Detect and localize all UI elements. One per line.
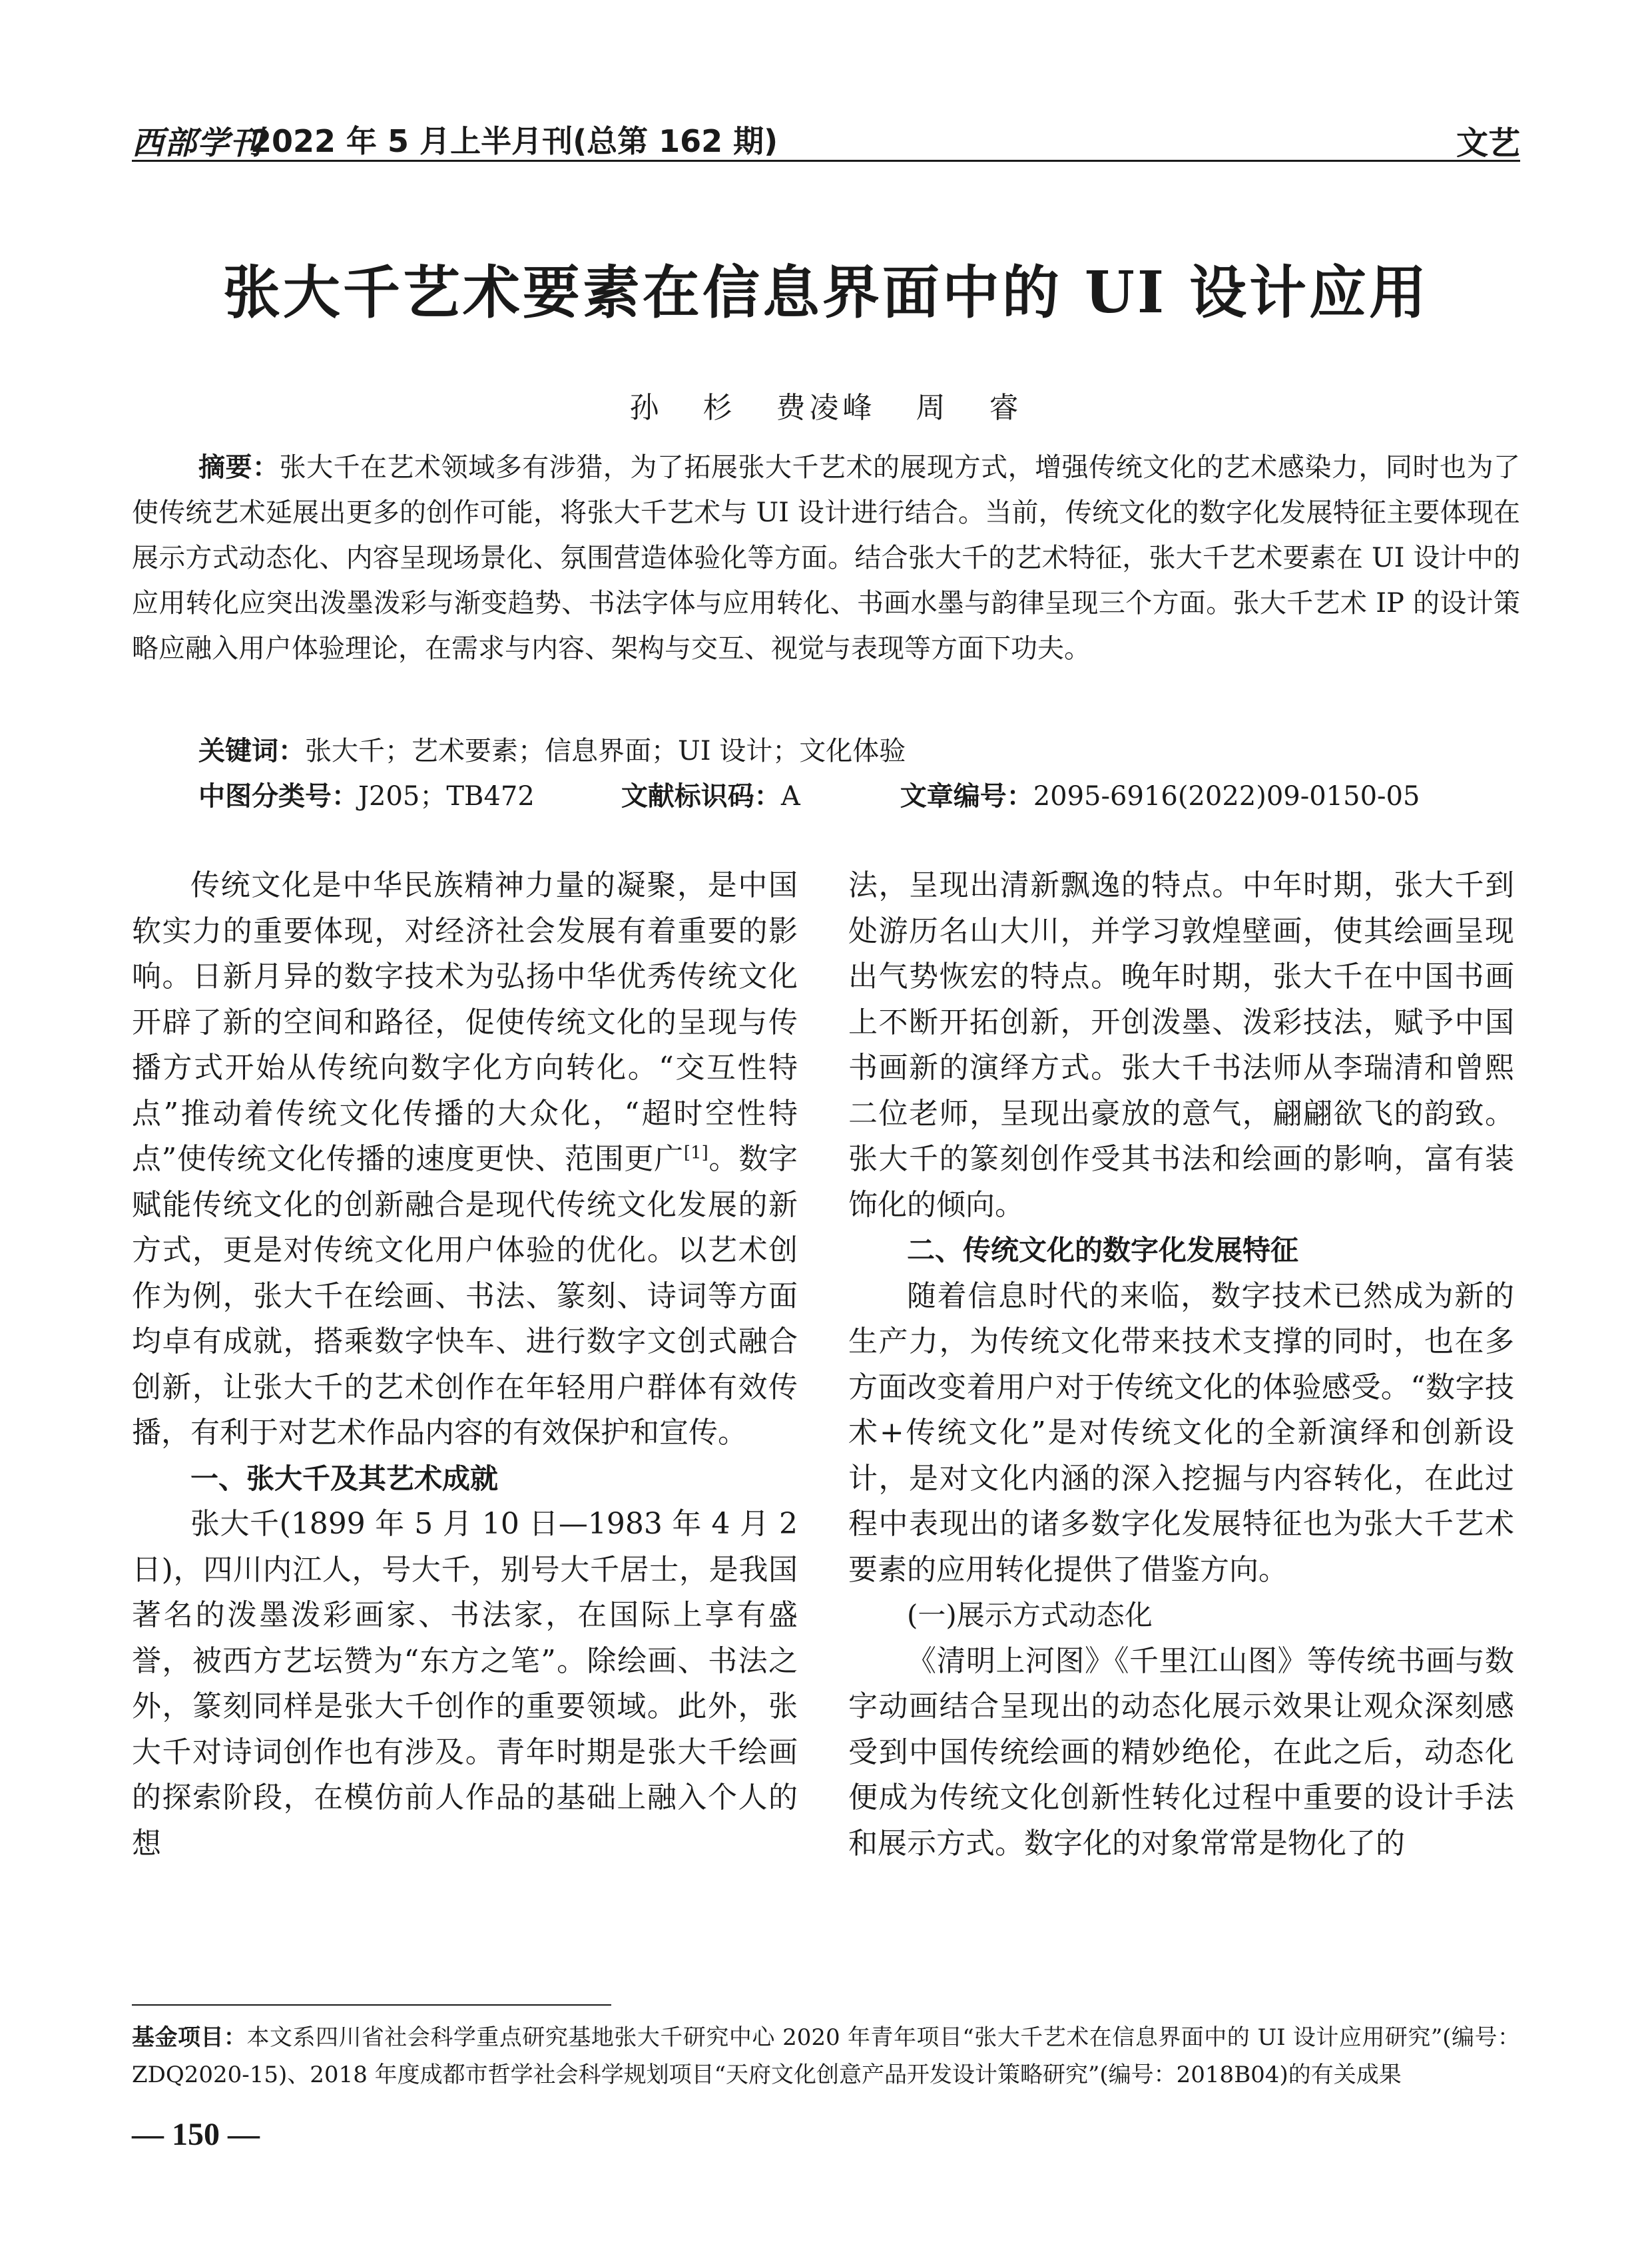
abstract-label: 摘要：	[198, 452, 280, 483]
subsection-heading: (一)展示方式动态化	[907, 1599, 1153, 1631]
section-heading-2: 二、传统文化的数字化发展特征	[907, 1234, 1299, 1266]
section-heading-1: 一、张大千及其艺术成就	[190, 1462, 499, 1495]
abstract-text: 张大千在艺术领域多有涉猎，为了拓展张大千艺术的展现方式，增强传统文化的艺术感染力，同时也为了使传统艺术延展出更多的创作可能，将张大千艺术与 UI 设计进行结合。当前，传统文化的数字化发展特征主要体现在展示方式动态化、内容呈现场景化、氛围营造体验化等方面。结合张大千的艺术特征，张大千艺术要素在 UI 设计中的应用转化应突出泼墨泼彩与渐变趋势、书法字体与应用转化、书画水墨与韵律呈现三个方面。张大千艺术 IP 的设计策略应融入用户体验理论，在需求与内容、架构与交互、视觉与表现等方面下功夫。	[132, 452, 1520, 664]
footnote-label: 基金项目：	[132, 2024, 247, 2051]
body-paragraph: 随着信息时代的来临，数字技术已然成为新的生产力，为传统文化带来技术支撑的同时，也在多方面改变着用户对于传统文化的体验感受。“数字技术+传统文化”是对传统文化的全新演绎和创新设计，是对文化内涵的深入挖掘与内容转化，在此过程中表现出的诸多数字化发展特征也为张大千艺术要素的应用转化提供了借鉴方向。	[848, 1278, 1514, 1587]
clc-number: 中图分类号：J205；TB472	[198, 781, 535, 812]
keywords-label: 关键词：	[198, 736, 305, 766]
body-paragraph: 传统文化是中华民族精神力量的凝聚，是中国软实力的重要体现，对经济社会发展有着重要的影响。日新月异的数字技术为弘扬中华优秀传统文化开辟了新的空间和路径，促使传统文化的呈现与传播方式开始从传统向数字化方向转化。“交互性特点”推动着传统文化传播的大众化，“超时空性特点”使传统文化传播的速度更快、范围更广[1]。数字赋能传统文化的创新融合是现代传统文化发展的新方式，更是对传统文化用户体验的优化。以艺术创作为例，张大千在绘画、书法、篆刻、诗词等方面均卓有成就，搭乘数字快车、进行数字文创式融合创新，让张大千的艺术创作在年轻用户群体有效传播，有利于对艺术作品内容的有效保护和宣传。	[132, 868, 798, 1450]
footnote-text: 本文系四川省社会科学重点研究基地张大千研究中心 2020 年青年项目“张大千艺术在信息界面中的 UI 设计应用研究”(编号：ZDQ2020-15)、2018 年度成都市哲学社会科学规划项目“天府文化创意产品开发设计策略研究”(编号：2018B04)的有关成果	[132, 2024, 1520, 2088]
abstract	[132, 445, 1520, 671]
body-column-left	[132, 863, 798, 1866]
body-paragraph: 张大千(1899 年 5 月 10 日—1983 年 4 月 2 日)，四川内江人，号大千，别号大千居士，是我国著名的泼墨泼彩画家、书法家，在国际上享有盛誉，被西方艺坛赞为“东方之笔”。除绘画、书法之外，篆刻同样是张大千创作的重要领域。此外，张大千对诗词创作也有涉及。青年时期是张大千绘画的探索阶段，在模仿前人作品的基础上融入个人的想	[132, 1507, 798, 1860]
section-label: 文艺	[1456, 125, 1520, 162]
author-list: 孙 杉 费凌峰 周 睿	[629, 391, 1023, 425]
footnote-rule	[132, 2004, 611, 2006]
classification-line	[198, 776, 1420, 816]
body-paragraph: 法，呈现出清新飘逸的特点。中年时期，张大千到处游历名山大川，并学习敦煌壁画，使其绘画呈现出气势恢宏的特点。晚年时期，张大千在中国书画上不断开拓创新，开创泼墨、泼彩技法，赋予中国书画新的演绎方式。张大千书法师从李瑞清和曾熙二位老师，呈现出豪放的意气，翩翩欲飞的韵致。张大千的篆刻创作受其书法和绘画的影响，富有装饰化的倾向。	[848, 868, 1514, 1222]
header-rule	[132, 160, 1520, 162]
keywords	[198, 731, 906, 771]
body-paragraph: 《清明上河图》《千里江山图》等传统书画与数字动画结合呈现出的动态化展示效果让观众深刻感受到中国传统绘画的精妙绝伦，在此之后，动态化便成为传统文化创新性转化过程中重要的设计手法和展示方式。数字化的对象常常是物化了的	[848, 1643, 1514, 1860]
article-number: 文章编号：2095-6916(2022)09-0150-05	[900, 781, 1420, 812]
page-number: — 150 —	[132, 2117, 260, 2152]
journal-logo: 西部学刊	[132, 125, 263, 162]
keywords-text: 张大千；艺术要素；信息界面；UI 设计；文化体验	[305, 736, 906, 766]
citation-ref[interactable]: [1]	[683, 1143, 708, 1163]
body-column-right	[848, 863, 1514, 1866]
document-code: 文献标识码：A	[621, 781, 800, 812]
funding-footnote	[132, 2019, 1520, 2094]
running-header	[132, 105, 1520, 162]
journal-issue: 2022 年 5 月上半月刊(总第 162 期)	[250, 123, 778, 159]
article-title: 张大千艺术要素在信息界面中的 UI 设计应用	[222, 259, 1430, 326]
